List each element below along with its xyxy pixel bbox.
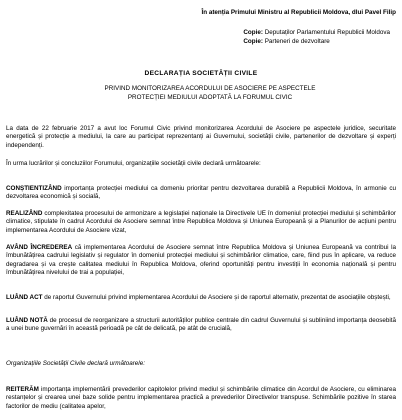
declaration-subtitle: PRIVIND MONITORIZAREA ACORDULUI DE ASOCIERE PE ASPECTELE PROTECȚIEI MEDIULUI ADOPTATĂ LA FORUMUL CIVIC bbox=[104, 85, 316, 101]
point-text: de procesul de reorganizare a structurii autorităților publice centrale din cadrul Guvernului și subliniind importanța deosebită a unei bune guvernări în această perioadă pe cât de delicată, pe atât de crucială, bbox=[6, 317, 396, 333]
lead-paragraph: În urma lucrărilor și concluziilor Forumului, organizațiile societății civile declară următoarele: bbox=[6, 160, 261, 167]
copy-label: Copie: bbox=[243, 29, 263, 36]
copy-line bbox=[243, 37, 390, 46]
point-keyword: AVÂND ÎNCREDEREA bbox=[6, 244, 73, 251]
point-text: de raportul Guvernului privind implementarea Acordului de Asociere și de raportul alternativ, prezentat de asociațiile obștești, bbox=[42, 294, 391, 301]
declaration-title: DECLARAȚIA SOCIETĂȚII CIVILE bbox=[144, 70, 258, 77]
copy-recipient: Parteneri de dezvoltare bbox=[264, 38, 330, 45]
point-keyword: REALIZÂND bbox=[6, 210, 43, 217]
point-paragraph bbox=[6, 317, 396, 334]
final-keyword: REITERĂM bbox=[6, 386, 39, 393]
final-text: importanța implementării prevederilor capitolelor privind mediul și schimbările climatice din Acordul de Asociere, cu eliminarea restanțelor și crearea unei baze solide pentru implementarea practică a prevederilor Directivelor transpuse. Schimbările pozitive în starea factorilor de mediu (calitatea apelor, bbox=[6, 386, 396, 410]
recipient-line: În atenția Primului Ministru al Republicii Moldova, dlui Pavel Filip bbox=[201, 9, 396, 16]
copies-block bbox=[243, 28, 390, 46]
point-paragraph bbox=[6, 294, 396, 302]
copy-recipient: Deputaților Parlamentului Republicii Moldova bbox=[264, 29, 390, 36]
point-keyword: LUÂND ACT bbox=[6, 294, 43, 301]
point-keyword: LUÂND NOTĂ bbox=[6, 317, 48, 324]
final-paragraph bbox=[6, 386, 396, 411]
copy-line bbox=[243, 28, 390, 37]
point-text: complexitatea procesului de armonizare a legislației naționale la Directivele UE în domeniul protecției mediului și schimbărilor climatice, stipulate în cadrul Acordului de Asociere semnat între Republica Moldova și Uniunea Europeană și a Planurilor de acțiuni pentru implementarea Acordului de Asociere vizat, bbox=[6, 210, 396, 234]
point-text: că implementarea Acordului de Asociere semnat între Republica Moldova și Uniunea Europeană va contribui la îmbunătățirea cadrului legislativ și regulator în domeniul protecției mediului și schimbărilor climatice, care, fiind pus în aplicare, va reduce degradarea și va crește calitatea mediului în Republica Moldova, oferind oportunități pentru investiții în economia națională și pentru îmbunătățirea nivelului de trai a populației, bbox=[6, 244, 396, 277]
point-paragraph bbox=[6, 185, 396, 202]
copy-label: Copie: bbox=[243, 38, 263, 45]
point-paragraph bbox=[6, 210, 396, 235]
point-keyword: CONȘTIENTIZÂND bbox=[6, 185, 62, 192]
point-paragraph bbox=[6, 244, 396, 278]
intro-paragraph: La data de 22 februarie 2017 a avut loc Forumul Civic privind monitorizarea Acordului de Asociere pe aspectele juridice, securitate energetică și protecție a mediului, la care au participat reprezentanți ai Guvernului, societății civile, partenerilor de dezvoltare și experți independenți. bbox=[6, 125, 396, 149]
declares-heading: Organizațiile Societății Civile declară următoarele: bbox=[6, 360, 145, 367]
point-text: importanța protecției mediului ca domeniu prioritar pentru dezvoltarea durabilă a Republicii Moldova, în armonie cu dezvoltarea economică și socială, bbox=[6, 185, 396, 201]
